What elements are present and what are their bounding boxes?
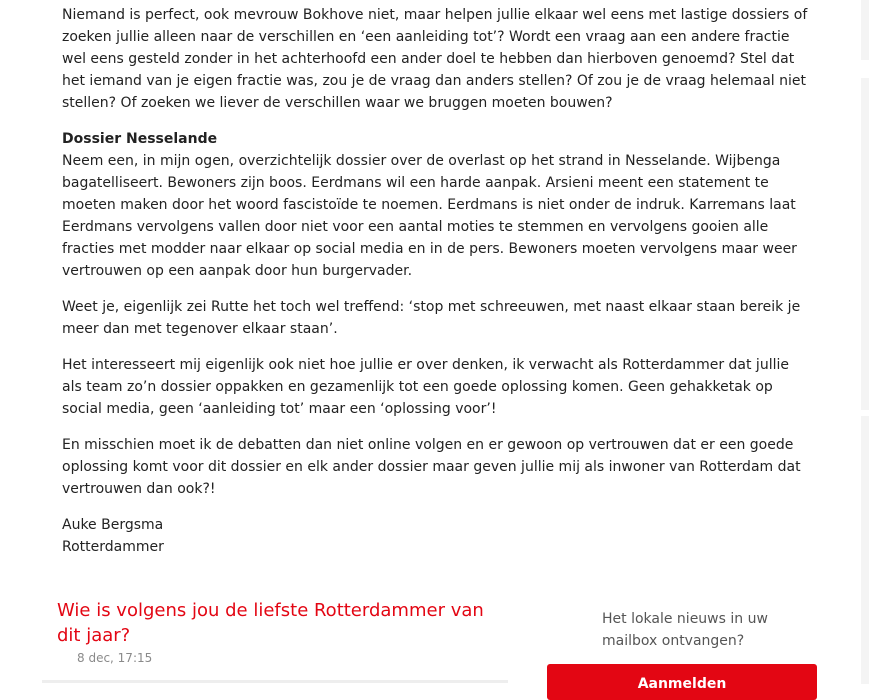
related-article-date: 8 dec, 17:15: [77, 651, 153, 665]
right-edge-panel: [861, 416, 869, 684]
article-signature: [62, 514, 810, 558]
author-name: Auke Bergsma: [62, 517, 164, 533]
newsletter-text: Het lokale nieuws in uw mailbox ontvangen?: [602, 611, 768, 649]
article-paragraph: Het interesseert mij eigenlijk ook niet hoe jullie er over denken, ik verwacht als Rotterdammer dat jullie als team zo’n dossier oppakken en gezamenlijk tot een goede oplossing komen. Geen gehakketak op social media, geen ‘aanleiding tot’ maar een ‘oplossing voor’!: [62, 357, 789, 417]
right-edge-panel: [861, 78, 869, 410]
newsletter-signup: [547, 608, 817, 700]
article-paragraph: En misschien moet ik de debatten dan niet online volgen en er gewoon op vertrouwen dat er een goede oplossing komt voor dit dossier en elk ander dossier maar geven jullie mij als inwoner van Rotterdam dat vertrouwen dan ook?!: [62, 437, 801, 497]
article-paragraph: Niemand is perfect, ook mevrouw Bokhove niet, maar helpen jullie elkaar wel eens met lastige dossiers of zoeken jullie alleen naar de verschillen en ‘een aanleiding tot’? Wordt een vraag aan een andere fractie wel eens gesteld zonder in het achterhoofd een ander doel te hebben dan hierboven genoemd? Stel dat het iemand van je eigen fractie was, zou je de vraag dan anders stellen? Of zou je de vraag helemaal niet stellen? Of zoeken we liever de verschillen waar we bruggen moeten bouwen?: [62, 7, 808, 111]
article-paragraph: Weet je, eigenlijk zei Rutte het toch wel treffend: ‘stop met schreeuwen, met naast elkaar staan bereik je meer dan met tegenover elkaar staan’.: [62, 299, 801, 337]
article-section: [62, 128, 810, 282]
author-role: Rotterdammer: [62, 539, 164, 555]
related-article-title-link[interactable]: Wie is volgens jou de liefste Rotterdammer van dit jaar?: [57, 600, 484, 646]
article-body: [62, 4, 810, 572]
divider: [42, 680, 508, 683]
right-edge-panel: [861, 0, 869, 60]
related-article[interactable]: [57, 598, 507, 665]
article-paragraph: Neem een, in mijn ogen, overzichtelijk dossier over de overlast op het strand in Nesselande. Wijbenga bagatelliseert. Bewoners zijn boos. Eerdmans wil een harde aanpak. Arsieni meent een statement te moeten maken door het woord fascistoïde te noemen. Eerdmans is niet onder de indruk. Karremans laat Eerdmans vervolgens vallen door niet voor een aantal moties te stemmen en vervolgens gooien alle fracties met modder naar elkaar op social media en in de pers. Bewoners moeten vervolgens maar weer vertrouwen op een aanpak door hun burgervader.: [62, 153, 797, 279]
subscribe-button[interactable]: Aanmelden: [547, 664, 817, 700]
article-subheading: Dossier Nesselande: [62, 131, 218, 147]
